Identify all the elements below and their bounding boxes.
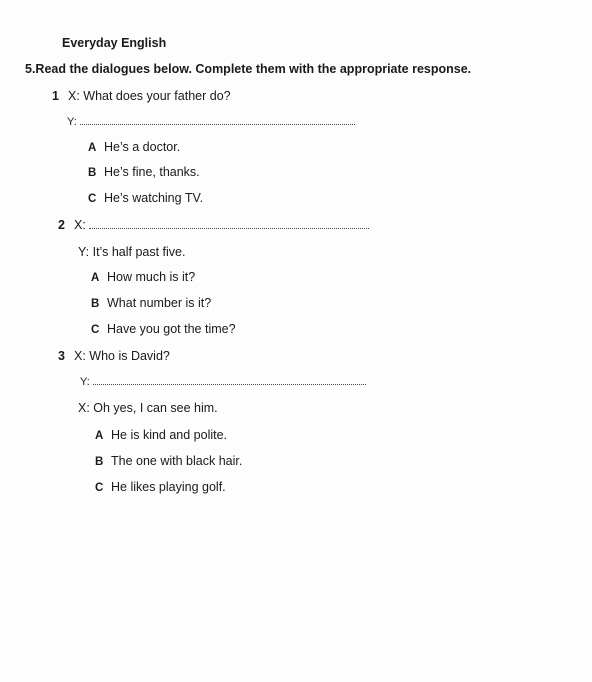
dialogue-line: Y: It’s half past five. bbox=[78, 245, 186, 259]
option-letter: B bbox=[95, 456, 104, 468]
option-item bbox=[95, 427, 227, 444]
option-text: How much is it? bbox=[107, 270, 196, 284]
option-letter: B bbox=[88, 167, 97, 179]
option-text: Have you got the time? bbox=[107, 322, 236, 336]
option-item bbox=[91, 269, 195, 286]
option-item bbox=[91, 295, 211, 312]
option-text: He’s watching TV. bbox=[104, 191, 204, 205]
option-text: He’s a doctor. bbox=[104, 140, 181, 154]
speaker-label: X: bbox=[74, 218, 86, 232]
option-letter: C bbox=[91, 324, 100, 336]
option-item bbox=[88, 190, 203, 207]
option-item bbox=[95, 453, 242, 470]
option-item bbox=[91, 321, 236, 338]
speaker-label: Y: bbox=[67, 116, 77, 128]
question-2-prompt bbox=[58, 217, 369, 233]
dialogue-line: X: Oh yes, I can see him. bbox=[78, 401, 218, 415]
question-1-prompt bbox=[52, 88, 231, 104]
question-number: 3 bbox=[58, 349, 65, 363]
question-3-answer-line bbox=[80, 374, 366, 390]
option-item bbox=[95, 479, 226, 496]
option-text: What number is it? bbox=[107, 296, 212, 310]
answer-blank[interactable] bbox=[93, 374, 366, 385]
option-letter: A bbox=[91, 272, 100, 284]
answer-blank[interactable] bbox=[89, 218, 369, 229]
option-letter: C bbox=[88, 193, 97, 205]
option-text: He likes playing golf. bbox=[111, 480, 226, 494]
option-letter: C bbox=[95, 482, 104, 494]
option-letter: B bbox=[91, 298, 100, 310]
dialogue-line: X: What does your father do? bbox=[68, 89, 231, 103]
option-item bbox=[88, 164, 200, 181]
answer-blank[interactable] bbox=[80, 114, 355, 125]
option-text: He is kind and polite. bbox=[111, 428, 228, 442]
dialogue-line: X: Who is David? bbox=[74, 349, 170, 363]
instruction: 5.Read the dialogues below. Complete them with the appropriate response. bbox=[25, 62, 472, 76]
option-letter: A bbox=[88, 142, 97, 154]
option-letter: A bbox=[95, 430, 104, 442]
question-3-prompt bbox=[58, 348, 170, 364]
section-title: Everyday English bbox=[62, 36, 167, 50]
option-item bbox=[88, 139, 180, 156]
option-text: He’s fine, thanks. bbox=[104, 165, 200, 179]
question-1-answer-line bbox=[67, 114, 355, 130]
question-number: 2 bbox=[58, 218, 65, 232]
question-number: 1 bbox=[52, 89, 59, 103]
option-text: The one with black hair. bbox=[111, 454, 243, 468]
speaker-label: Y: bbox=[80, 376, 90, 388]
